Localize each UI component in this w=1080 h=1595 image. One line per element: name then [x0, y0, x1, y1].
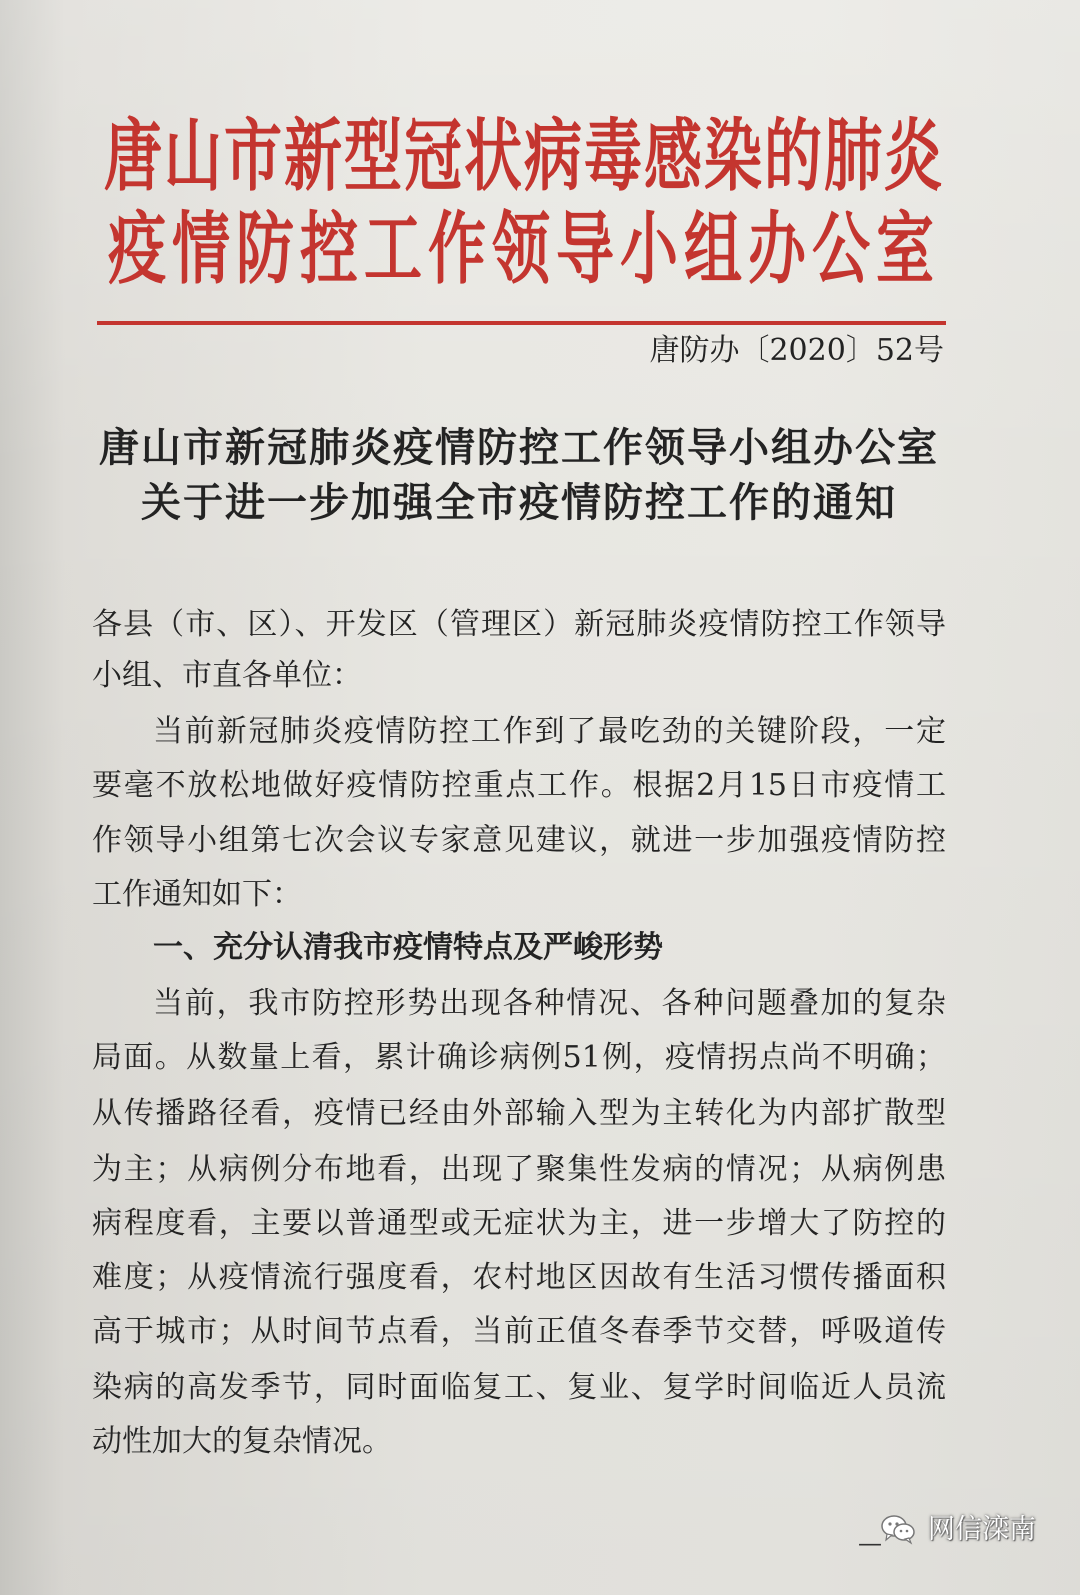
paragraph-line: 染病的高发季节，同时面临复工、复业、复学时间临近人员流 [92, 1370, 946, 1405]
paragraph-line: 为主；从病例分布地看，出现了聚集性发病的情况；从病例患 [92, 1152, 946, 1187]
paragraph-line: 病程度看，主要以普通型或无症状为主，进一步增大了防控的 [92, 1206, 946, 1241]
red-header-line-1: 唐山市新型冠状病毒感染的肺炎 [103, 110, 944, 203]
document-title-line-2: 关于进一步加强全市疫情防控工作的通知 [141, 479, 897, 526]
paragraph-line: 难度；从疫情流行强度看，农村地区因故有生活习惯传播面积 [92, 1260, 946, 1295]
paragraph-line: 作领导小组第七次会议专家意见建议，就进一步加强疫情防控 [92, 823, 946, 858]
red-header-line-2: 疫情防控工作领导小组办公室 [107, 203, 940, 296]
paragraph-line: 从传播路径看，疫情已经由外部输入型为主转化为内部扩散型 [92, 1096, 946, 1131]
paragraph-line: 当前，我市防控形势出现各种情况、各种问题叠加的复杂 [153, 986, 946, 1021]
paragraph-line: 要毫不放松地做好疫情防控重点工作。根据2月15日市疫情工 [92, 768, 946, 803]
paragraph-line: 局面。从数量上看，累计确诊病例51例，疫情拐点尚不明确； [92, 1040, 946, 1075]
wechat-icon [880, 1513, 916, 1545]
paragraph-line: 高于城市；从时间节点看，当前正值冬春季节交替，呼吸道传 [92, 1314, 946, 1349]
document-title-line-1: 唐山市新冠肺炎疫情防控工作领导小组办公室 [99, 424, 939, 471]
salutation-line: 小组、市直各单位： [92, 658, 362, 693]
section-heading: 一、充分认清我市疫情特点及严峻形势 [153, 930, 663, 965]
page-number-dash: — [858, 1529, 882, 1557]
paragraph-line: 工作通知如下： [92, 877, 302, 912]
red-divider-rule [97, 321, 946, 325]
paragraph-line: 当前新冠肺炎疫情防控工作到了最吃劲的关键阶段，一定 [153, 714, 946, 749]
document-number: 唐防办〔2020〕52号 [649, 333, 944, 368]
paragraph-line: 动性加大的复杂情况。 [92, 1424, 392, 1459]
watermark-text: 网信滦南 [928, 1514, 1036, 1545]
salutation-line: 各县（市、区）、开发区（管理区）新冠肺炎疫情防控工作领导 [92, 607, 946, 642]
